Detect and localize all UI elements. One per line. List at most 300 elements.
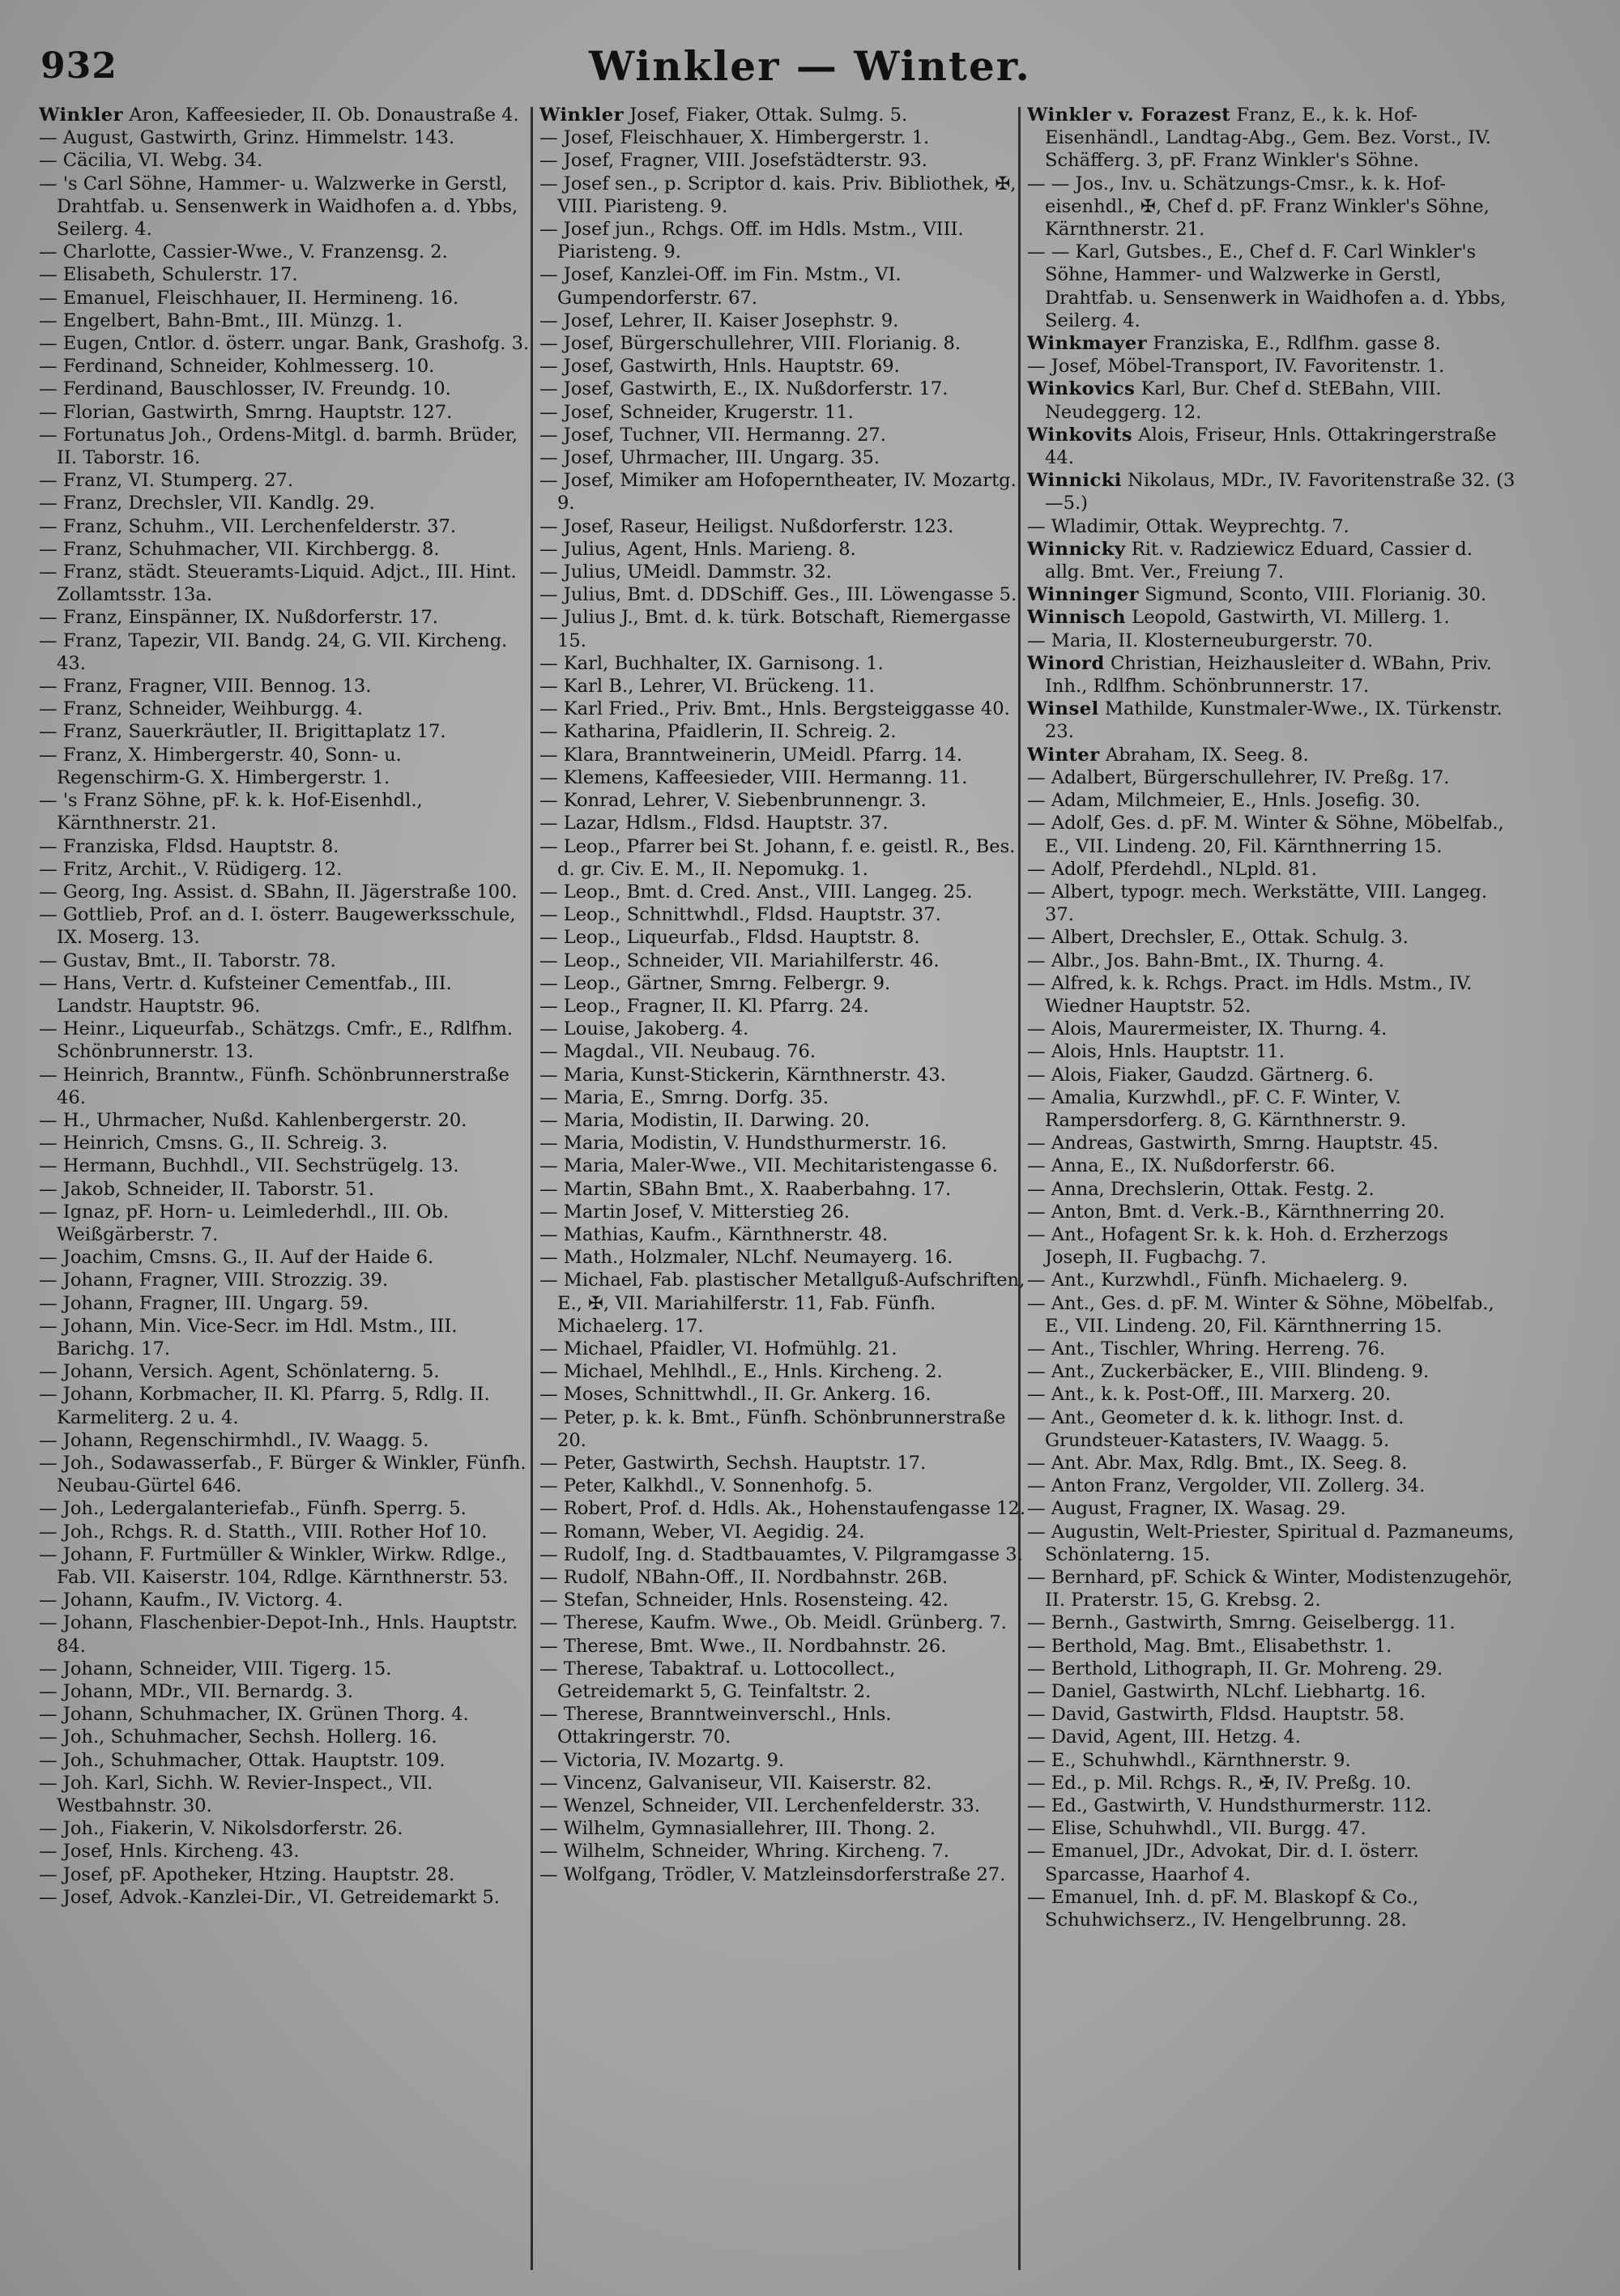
- directory-entry: [1027, 1886, 1518, 1931]
- entry-text: — Lazar, Hdlsm., Fldsd. Hauptstr. 37.: [539, 813, 889, 834]
- directory-entry: [539, 149, 1030, 172]
- entry-text: — Johann, Regenschirmhdl., IV. Waagg. 5.: [39, 1429, 429, 1451]
- directory-entry: [539, 1360, 1030, 1383]
- directory-entry: [539, 1840, 1030, 1863]
- directory-entry: [39, 1109, 530, 1132]
- entry-text: — Peter, Kalkhdl., V. Sonnenhofg. 5.: [539, 1475, 873, 1497]
- entry-text: — Julius, Agent, Hnls. Marieng. 8.: [539, 538, 856, 560]
- directory-entry: [539, 1086, 1030, 1109]
- entry-text: — August, Gastwirth, Grinz. Himmelstr. 143.: [39, 127, 455, 149]
- entry-text: — Franz, Drechsler, VII. Kandlg. 29.: [39, 493, 375, 514]
- entry-text: — Albert, typogr. mech. Werkstätte, VIII. Langeg. 37.: [1027, 881, 1488, 926]
- entry-text: — Rudolf, NBahn-Off., II. Nordbahnstr. 26B.: [539, 1567, 949, 1588]
- directory-entry: [39, 1429, 530, 1452]
- entry-text: — Josef, Gastwirth, E., IX. Nußdorferstr. 17.: [539, 378, 949, 400]
- entry-text: Karl, Bur. Chef d. StEBahn, VIII. Neudeggerg. 12.: [1045, 378, 1442, 423]
- entry-text: — Moses, Schnittwhdl., II. Gr. Ankerg. 16.: [539, 1384, 932, 1406]
- entry-text: — Franz, Sauerkräutler, II. Brigittaplatz 17.: [39, 721, 446, 743]
- entry-text: — Klemens, Kaffeesieder, VIII. Hermanng. 11.: [539, 766, 968, 788]
- entry-text: — Therese, Kaufm. Wwe., Ob. Meidl. Grünberg. 7.: [539, 1612, 1007, 1634]
- directory-entry: [539, 1566, 1030, 1589]
- entry-text: — Therese, Bmt. Wwe., II. Nordbahnstr. 26.: [539, 1635, 947, 1657]
- directory-entry: [39, 1611, 530, 1657]
- entry-text: — Josef sen., p. Scriptor d. kais. Priv. Bibliothek, ✠, VIII. Piaristeng. 9.: [539, 173, 1017, 217]
- entry-text: — Josef, Advok.-Kanzlei-Dir., VI. Getreidemarkt 5.: [39, 1886, 500, 1908]
- directory-entry: [539, 1611, 1030, 1634]
- directory-entry: [39, 1749, 530, 1772]
- entry-text: — Wenzel, Schneider, VII. Lerchenfelderstr. 33.: [539, 1795, 981, 1817]
- directory-entry: [539, 720, 1030, 743]
- directory-entry: [539, 1452, 1030, 1474]
- entry-text: — Eugen, Cntlor. d. österr. ungar. Bank, Grashofg. 3.: [39, 333, 530, 355]
- entry-text: — Franz, Schneider, Weihburgg. 4.: [39, 698, 364, 720]
- entry-surname: Winninger: [1027, 584, 1139, 606]
- entry-text: — Josef, Möbel-Transport, IV. Favoritenstr. 1.: [1027, 356, 1445, 378]
- directory-entry: [39, 1132, 530, 1154]
- entry-text: Christian, Heizhausleiter d. WBahn, Priv. Inh., Rdlfhm. Schönbrunnerstr. 17.: [1045, 652, 1492, 698]
- entry-text: — Adam, Milchmeier, E., Hnls. Josefig. 30.: [1027, 790, 1421, 812]
- entry-text: — Ferdinand, Bauschlosser, IV. Freundg. 10.: [39, 378, 451, 400]
- directory-entry: [1027, 1680, 1518, 1703]
- entry-text: — Martin, SBahn Bmt., X. Raaberbahng. 17.: [539, 1178, 952, 1200]
- entry-text: — Emanuel, Inh. d. pF. M. Blaskopf & Co., Schuhwichserz., IV. Hengelbrunng. 28.: [1027, 1886, 1419, 1931]
- entry-text: — Franz, Einspänner, IX. Nußdorferstr. 17.: [39, 607, 438, 629]
- directory-entry: [39, 744, 530, 789]
- entry-text: — Franz, Schuhmacher, VII. Kirchbergg. 8.: [39, 538, 440, 560]
- column-2: [539, 104, 1030, 2275]
- entry-text: — Anna, E., IX. Nußdorferstr. 66.: [1027, 1155, 1336, 1177]
- entry-text: — Georg, Ing. Assist. d. SBahn, II. Jägerstraße 100.: [39, 881, 518, 903]
- directory-entry: [1027, 1703, 1518, 1726]
- directory-entry: [1027, 1269, 1518, 1291]
- entry-text: — Ant., Ges. d. pF. M. Winter & Söhne, Möbelfab., E., VII. Lindeng. 20, Fil. Kärnthnerring 15.: [1027, 1292, 1494, 1337]
- entry-text: — Josef, Lehrer, II. Kaiser Josephstr. 9.: [539, 309, 899, 331]
- directory-entry: [539, 812, 1030, 834]
- directory-entry: [539, 561, 1030, 583]
- entry-text: — Franz, VI. Stumperg. 27.: [39, 470, 294, 492]
- entry-text: — Victoria, IV. Mozartg. 9.: [539, 1749, 785, 1771]
- directory-entry: [39, 675, 530, 698]
- entry-text: Rit. v. Radziewicz Eduard, Cassier d. allg. Bmt. Ver., Freiung 7.: [1045, 538, 1473, 583]
- directory-entry: [39, 1680, 530, 1703]
- directory-entry: [39, 1658, 530, 1680]
- directory-entry: [39, 1726, 530, 1748]
- entry-text: — Maria, Modistin, V. Hundsthurmerstr. 16.: [539, 1133, 947, 1154]
- entry-text: — Johann, Min. Vice-Secr. im Hdl. Mstm., III. Barichg. 17.: [39, 1315, 458, 1359]
- entry-text: — Franz, Tapezir, VII. Bandg. 24, G. VII. Kircheng. 43.: [39, 629, 508, 674]
- entry-text: — Josef jun., Rchgs. Off. im Hdls. Mstm., VIII. Piaristeng. 9.: [539, 219, 964, 263]
- entry-text: — Josef, Bürgerschullehrer, VIII. Florianig. 8.: [539, 333, 961, 355]
- directory-entry: [539, 538, 1030, 561]
- entry-text: Abraham, IX. Seeg. 8.: [1099, 744, 1309, 766]
- directory-entry: [539, 446, 1030, 469]
- directory-entry: [539, 1635, 1030, 1658]
- directory-entry: [39, 1154, 530, 1177]
- directory-entry: [39, 629, 530, 675]
- directory-entry: [1027, 1817, 1518, 1840]
- entry-text: Sigmund, Sconto, VIII. Florianig. 30.: [1139, 584, 1487, 606]
- directory-entry: [1027, 1383, 1518, 1406]
- entry-text: — Bernh., Gastwirth, Smrng. Geiselbergg. 11.: [1027, 1612, 1456, 1634]
- directory-entry: [39, 492, 530, 514]
- column-3: [1027, 104, 1518, 2275]
- entry-text: — Robert, Prof. d. Hdls. Ak., Hohenstaufengasse 12.: [539, 1498, 1026, 1520]
- directory-entry: [539, 424, 1030, 446]
- directory-entry: [539, 469, 1030, 514]
- directory-entry: [39, 1703, 530, 1726]
- directory-entry: [539, 1795, 1030, 1817]
- directory-entry: [39, 789, 530, 834]
- directory-entry: [1027, 812, 1518, 857]
- entry-text: Nikolaus, MDr., IV. Favoritenstraße 32. (3—5.): [1045, 470, 1516, 514]
- directory-entry: [39, 424, 530, 469]
- directory-entry: [1027, 698, 1518, 743]
- directory-entry: [39, 1269, 530, 1291]
- entry-text: — Josef, Schneider, Krugerstr. 11.: [539, 401, 854, 423]
- directory-entry: [39, 858, 530, 881]
- directory-entry: [39, 606, 530, 629]
- entry-text: — Ant., Zuckerbäcker, E., VIII. Blindeng. 9.: [1027, 1361, 1430, 1383]
- directory-entry: [39, 1589, 530, 1611]
- directory-entry: [539, 1589, 1030, 1611]
- directory-entry: [539, 173, 1030, 218]
- directory-entry: [539, 332, 1030, 355]
- directory-entry: [539, 698, 1030, 720]
- directory-entry: [1027, 1223, 1518, 1269]
- entry-text: — H., Uhrmacher, Nußd. Kahlenbergerstr. 20.: [39, 1109, 467, 1131]
- entry-text: Alois, Friseur, Hnls. Ottakringerstraße 44.: [1045, 424, 1497, 469]
- entry-text: — Ignaz, pF. Horn- u. Leimlederhdl., III. Ob. Weißgärberstr. 7.: [39, 1201, 450, 1245]
- directory-entry: [39, 1452, 530, 1497]
- entry-text: — Franz, Fragner, VIII. Bennog. 13.: [39, 676, 372, 698]
- directory-entry: [39, 1315, 530, 1360]
- entry-text: — Stefan, Schneider, Hnls. Rosensteing. 42.: [539, 1590, 949, 1611]
- directory-entry: [539, 995, 1030, 1018]
- entry-text: — Martin Josef, V. Mitterstieg 26.: [539, 1201, 850, 1223]
- entry-text: — Joh., Fiakerin, V. Nikolsdorferstr. 26.: [39, 1818, 403, 1840]
- directory-entry: [539, 401, 1030, 424]
- entry-text: — Leop., Gärtner, Smrng. Felbergr. 9.: [539, 972, 891, 994]
- entry-text: — Maria, II. Klosterneuburgerstr. 70.: [1027, 629, 1374, 651]
- entry-text: — Franziska, Fldsd. Hauptstr. 8.: [39, 835, 339, 857]
- directory-entry: [39, 378, 530, 400]
- directory-entry: [539, 583, 1030, 606]
- entry-text: — Josef, Hnls. Kircheng. 43.: [39, 1841, 300, 1863]
- directory-entry: [539, 972, 1030, 995]
- entry-text: — Berthold, Lithograph, II. Gr. Mohreng. 29.: [1027, 1658, 1443, 1679]
- directory-entry: [1027, 1474, 1518, 1497]
- directory-entry: [539, 1201, 1030, 1223]
- directory-entry: [539, 1543, 1030, 1566]
- directory-entry: [539, 515, 1030, 538]
- directory-entry: [1027, 858, 1518, 881]
- directory-entry: [1027, 1772, 1518, 1795]
- entry-text: — Joh., Sodawasserfab., F. Bürger & Winkler, Fünfh. Neubau-Gürtel 646.: [39, 1452, 526, 1497]
- directory-entry: [1027, 241, 1518, 332]
- entry-text: — Konrad, Lehrer, V. Siebenbrunnengr. 3.: [539, 790, 927, 812]
- entry-text: — Anna, Drechslerin, Ottak. Festg. 2.: [1027, 1178, 1375, 1200]
- directory-entry: [539, 1223, 1030, 1246]
- directory-entry: [1027, 1360, 1518, 1383]
- entry-surname: Winnisch: [1027, 607, 1126, 629]
- entry-text: — Ant., Kurzwhdl., Fünfh. Michaelerg. 9.: [1027, 1270, 1409, 1291]
- entry-text: — Josef, Fleischhauer, X. Himbergerstr. 1.: [539, 127, 930, 149]
- entry-text: — Alfred, k. k. Rchgs. Pract. im Hdls. Mstm., IV. Wiedner Hauptstr. 52.: [1027, 972, 1473, 1017]
- directory-entry: [39, 1360, 530, 1383]
- entry-text: — Albr., Jos. Bahn-Bmt., IX. Thurng. 4.: [1027, 950, 1385, 971]
- entry-text: — Alois, Hnls. Hauptstr. 11.: [1027, 1041, 1285, 1063]
- directory-entry: [1027, 744, 1518, 766]
- directory-entry: [39, 287, 530, 309]
- directory-entry: [39, 972, 530, 1018]
- directory-entry: [539, 789, 1030, 812]
- directory-entry: [1027, 1292, 1518, 1338]
- entry-text: — Bernhard, pF. Schick & Winter, Modistenzugehör, II. Praterstr. 15, G. Krebsg. 2.: [1027, 1567, 1513, 1611]
- entry-text: — Emanuel, JDr., Advokat, Dir. d. I. österr. Sparcasse, Haarhof 4.: [1027, 1841, 1420, 1885]
- entry-text: — Josef, Raseur, Heiligst. Nußdorferstr. 123.: [539, 515, 954, 537]
- entry-text: — 's Franz Söhne, pF. k. k. Hof-Eisenhdl., Kärnthnerstr. 21.: [39, 790, 423, 834]
- entry-text: — Peter, p. k. k. Bmt., Fünfh. Schönbrunnerstraße 20.: [539, 1406, 1006, 1451]
- directory-entry: [1027, 1178, 1518, 1201]
- directory-entry: [539, 1521, 1030, 1543]
- directory-entry: [539, 1749, 1030, 1772]
- directory-entry: [1027, 1795, 1518, 1817]
- directory-entry: [1027, 378, 1518, 423]
- entry-text: — Johann, Schuhmacher, IX. Grünen Thorg. 4.: [39, 1704, 469, 1726]
- entry-text: Franziska, E., Rdlfhm. gasse 8.: [1147, 333, 1441, 355]
- entry-surname: Winkovics: [1027, 378, 1136, 400]
- directory-entry: [539, 675, 1030, 698]
- entry-text: — Cäcilia, VI. Webg. 34.: [39, 150, 263, 172]
- directory-entry: [1027, 629, 1518, 652]
- directory-entry: [539, 1154, 1030, 1177]
- directory-entry: [1027, 606, 1518, 629]
- directory-entry: [539, 1269, 1030, 1338]
- entry-text: — Florian, Gastwirth, Smrng. Hauptstr. 127.: [39, 401, 453, 423]
- directory-entry: [39, 720, 530, 743]
- entry-text: — Emanuel, Fleischhauer, II. Hermineng. 16.: [39, 287, 459, 309]
- directory-entry: [539, 926, 1030, 949]
- entry-surname: Winkmayer: [1027, 333, 1148, 355]
- entry-text: — Joh., Rchgs. R. d. Statth., VIII. Rother Hof 10.: [39, 1521, 488, 1543]
- directory-entry: [39, 241, 530, 263]
- entry-text: Josef, Fiaker, Ottak. Sulmg. 5.: [624, 105, 908, 126]
- directory-entry: [539, 378, 1030, 400]
- directory-entry: [539, 1246, 1030, 1269]
- directory-entry: [1027, 1064, 1518, 1086]
- directory-entry: [39, 1521, 530, 1543]
- entry-text: — Adolf, Pferdehdl., NLpld. 81.: [1027, 858, 1317, 880]
- entry-text: — Maria, Kunst-Stickerin, Kärnthnerstr. 43.: [539, 1064, 946, 1086]
- directory-entry: [539, 1109, 1030, 1132]
- entry-text: — Johann, Fragner, III. Ungarg. 59.: [39, 1292, 369, 1314]
- page-number: 932: [40, 45, 117, 87]
- directory-entry: [1027, 1040, 1518, 1063]
- directory-entry: [539, 1497, 1030, 1520]
- entry-text: — Adalbert, Bürgerschullehrer, IV. Preßg. 17.: [1027, 766, 1450, 788]
- entry-text: — Ed., Gastwirth, V. Hundsthurmerstr. 112.: [1027, 1795, 1432, 1817]
- entry-text: — — Karl, Gutsbes., E., Chef d. F. Carl Winkler's Söhne, Hammer- und Walzwerke in Gerstl, Drahtfab. u. Sensenwerk in Waidhofen a. d. Ybbs, Seilerg. 4.: [1027, 241, 1507, 331]
- directory-entry: [1027, 104, 1518, 173]
- directory-entry: [539, 950, 1030, 972]
- entry-text: — Andreas, Gastwirth, Smrng. Hauptstr. 45.: [1027, 1133, 1439, 1154]
- entry-text: — Wilhelm, Gymnasiallehrer, III. Thong. 2.: [539, 1818, 936, 1840]
- entry-text: — Joh., Schuhmacher, Sechsh. Hollerg. 16.: [39, 1726, 437, 1748]
- directory-entry: [539, 126, 1030, 149]
- directory-entry: [39, 104, 530, 126]
- entry-text: — Joh., Ledergalanteriefab., Fünfh. Sperrg. 5.: [39, 1498, 467, 1520]
- entry-text: — Therese, Branntweinverschl., Hnls. Ottakringerstr. 70.: [539, 1704, 892, 1748]
- directory-entry: [539, 1658, 1030, 1703]
- directory-entry: [539, 104, 1030, 126]
- entry-surname: Winsel: [1027, 698, 1099, 720]
- directory-entry: [39, 149, 530, 172]
- entry-text: — Julius, UMeidl. Dammstr. 32.: [539, 561, 832, 583]
- entry-text: — Maria, Maler-Wwe., VII. Mechitaristengasse 6.: [539, 1155, 998, 1177]
- directory-entry: [1027, 972, 1518, 1018]
- entry-text: — Berthold, Mag. Bmt., Elisabethstr. 1.: [1027, 1635, 1392, 1657]
- directory-entry: [39, 1772, 530, 1817]
- entry-text: — Julius J., Bmt. d. k. türk. Botschaft, Riemergasse 15.: [539, 607, 1011, 651]
- directory-entry: [1027, 1154, 1518, 1177]
- entry-text: — Michael, Fab. plastischer Metallguß-Aufschriften, E., ✠, VII. Mariahilferstr. 11, Fab. Fünfh. Michaelerg. 17.: [539, 1270, 1025, 1337]
- directory-entry: [39, 1863, 530, 1886]
- entry-text: — Leop., Schnittwhdl., Fldsd. Hauptstr. 37.: [539, 904, 941, 926]
- entry-text: — Jakob, Schneider, II. Taborstr. 51.: [39, 1178, 374, 1200]
- entry-text: — Elisabeth, Schulerstr. 17.: [39, 264, 298, 286]
- directory-entry: [539, 1338, 1030, 1360]
- entry-text: — Josef, Kanzlei-Off. im Fin. Mstm., VI. Gumpendorferstr. 67.: [539, 264, 902, 309]
- entry-text: — Engelbert, Bahn-Bmt., III. Münzg. 1.: [39, 309, 403, 331]
- entry-text: — Josef, Fragner, VIII. Josefstädterstr. 93.: [539, 150, 927, 172]
- directory-entry: [1027, 173, 1518, 241]
- directory-entry: [1027, 538, 1518, 583]
- entry-text: — Romann, Weber, VI. Aegidig. 24.: [539, 1521, 865, 1543]
- entry-text: — David, Gastwirth, Fldsd. Hauptstr. 58.: [1027, 1704, 1405, 1726]
- entry-text: Mathilde, Kunstmaler-Wwe., IX. Türkenstr. 23.: [1045, 698, 1503, 743]
- entry-text: — Franz, X. Himbergerstr. 40, Sonn- u. Regenschirm-G. X. Himbergerstr. 1.: [39, 744, 402, 788]
- entry-text: — Josef, Uhrmacher, III. Ungarg. 35.: [539, 447, 880, 469]
- entry-text: — Joh., Schuhmacher, Ottak. Hauptstr. 109.: [39, 1749, 446, 1771]
- directory-entry: [39, 1383, 530, 1428]
- entry-text: Leopold, Gastwirth, VI. Millerg. 1.: [1125, 607, 1450, 629]
- entry-text: Aron, Kaffeesieder, II. Ob. Donaustraße 4.: [123, 105, 519, 126]
- entry-text: — Johann, Schneider, VIII. Tigerg. 15.: [39, 1658, 392, 1679]
- entry-text: — Fritz, Archit., V. Rüdigerg. 12.: [39, 858, 343, 880]
- directory-entry: [1027, 766, 1518, 789]
- entry-surname: Winkovits: [1027, 424, 1133, 446]
- entry-text: — Wilhelm, Schneider, Whring. Kircheng. 7.: [539, 1841, 949, 1863]
- entry-text: — Johann, MDr., VII. Bernardg. 3.: [39, 1681, 354, 1703]
- directory-entry: [39, 835, 530, 858]
- directory-entry: [539, 1474, 1030, 1497]
- directory-entry: [539, 1406, 1030, 1452]
- entry-text: — Leop., Bmt. d. Cred. Anst., VIII. Langeg. 25.: [539, 881, 973, 903]
- directory-entry: [539, 1817, 1030, 1840]
- directory-entry: [539, 1383, 1030, 1406]
- entry-text: — Vincenz, Galvaniseur, VII. Kaiserstr. 82.: [539, 1772, 932, 1794]
- directory-entry: [39, 1292, 530, 1315]
- entry-text: — 's Carl Söhne, Hammer- u. Walzwerke in Gerstl, Drahtfab. u. Sensenwerk in Waidhofen a. d. Ybbs, Seilerg. 4.: [39, 173, 518, 241]
- directory-entry: [1027, 1497, 1518, 1520]
- entry-text: — Alois, Maurermeister, IX. Thurng. 4.: [1027, 1018, 1388, 1040]
- directory-entry: [39, 950, 530, 972]
- entry-text: — Ferdinand, Schneider, Kohlmesserg. 10.: [39, 356, 435, 378]
- directory-entry: [539, 766, 1030, 789]
- entry-text: — David, Agent, III. Hetzg. 4.: [1027, 1726, 1301, 1748]
- entry-text: — Karl B., Lehrer, VI. Brückeng. 11.: [539, 676, 875, 698]
- directory-entry: [539, 1772, 1030, 1795]
- entry-text: — August, Fragner, IX. Wasag. 29.: [1027, 1498, 1346, 1520]
- entry-text: — Johann, Kaufm., IV. Victorg. 4.: [39, 1590, 343, 1611]
- directory-entry: [1027, 1452, 1518, 1474]
- entry-surname: Winkler: [39, 105, 124, 126]
- directory-entry: [1027, 1658, 1518, 1680]
- entry-text: — Heinrich, Cmsns. G., II. Schreig. 3.: [39, 1133, 388, 1154]
- entry-text: — Alois, Fiaker, Gaudzd. Gärtnerg. 6.: [1027, 1064, 1374, 1086]
- directory-entry: [1027, 950, 1518, 972]
- directory-entry: [539, 263, 1030, 309]
- directory-entry: [539, 652, 1030, 675]
- entry-text: — Therese, Tabaktraf. u. Lottocollect., Getreidemarkt 5, G. Teinfaltstr. 2.: [539, 1658, 896, 1703]
- directory-entry: [1027, 926, 1518, 949]
- entry-text: — Johann, F. Furtmüller & Winkler, Wirkw. Rdlge., Fab. VII. Kaiserstr. 104, Rdlge. Kärnthnerstr. 53.: [39, 1543, 509, 1588]
- directory-entry: [1027, 1406, 1518, 1452]
- directory-entry: [539, 1018, 1030, 1040]
- entry-text: — Fortunatus Joh., Ordens-Mitgl. d. barmh. Brüder, II. Taborstr. 16.: [39, 424, 518, 469]
- entry-text: — Albert, Drechsler, E., Ottak. Schulg. 3.: [1027, 927, 1409, 949]
- directory-entry: [39, 1497, 530, 1520]
- directory-entry: [1027, 424, 1518, 469]
- column-1: [39, 104, 530, 2275]
- directory-entry: [39, 561, 530, 606]
- entry-text: — Wladimir, Ottak. Weyprechtg. 7.: [1027, 515, 1349, 537]
- directory-entry: [1027, 1611, 1518, 1634]
- directory-entry: [539, 355, 1030, 378]
- entry-surname: Winkler: [539, 105, 625, 126]
- directory-entry: [539, 309, 1030, 332]
- directory-entry: [1027, 881, 1518, 926]
- entry-text: — Anton Franz, Vergolder, VII. Zollerg. 34.: [1027, 1475, 1426, 1497]
- entry-text: — Hermann, Buchhdl., VII. Sechstrügelg. 13.: [39, 1155, 459, 1177]
- directory-entry: [39, 881, 530, 903]
- directory-entry: [539, 606, 1030, 651]
- directory-entry: [39, 698, 530, 720]
- entry-text: — Heinrich, Branntw., Fünfh. Schönbrunnerstraße 46.: [39, 1064, 509, 1108]
- entry-text: — Peter, Gastwirth, Sechsh. Hauptstr. 17.: [539, 1452, 927, 1474]
- entry-text: — Wolfgang, Trödler, V. Matzleinsdorferstraße 27.: [539, 1863, 1006, 1885]
- directory-entry: [1027, 1840, 1518, 1885]
- entry-surname: Winter: [1027, 744, 1100, 766]
- directory-entry: [1027, 1635, 1518, 1658]
- entry-text: — Math., Holzmaler, NLchf. Neumayerg. 16.: [539, 1247, 953, 1269]
- directory-entry: [39, 1201, 530, 1246]
- entry-text: — Louise, Jakoberg. 4.: [539, 1018, 749, 1040]
- directory-entry: [1027, 515, 1518, 538]
- entry-text: — Augustin, Welt-Priester, Spiritual d. Pazmaneums, Schönlaterng. 15.: [1027, 1521, 1515, 1565]
- directory-entry: [1027, 1201, 1518, 1223]
- entry-text: — Ed., p. Mil. Rchgs. R., ✠, IV. Preßg. 10.: [1027, 1772, 1412, 1794]
- entry-text: — Ant., Hofagent Sr. k. k. Hoh. d. Erzherzogs Joseph, II. Fugbachg. 7.: [1027, 1223, 1448, 1269]
- entry-text: — Gottlieb, Prof. an d. I. österr. Baugewerksschule, IX. Moserg. 13.: [39, 904, 516, 949]
- entry-text: Franz, E., k. k. Hof-Eisenhändl., Landtag-Abg., Gem. Bez. Vorst., IV. Schäfferg. 3, pF. Franz Winkler's Söhne.: [1045, 105, 1491, 172]
- entry-text: — Hans, Vertr. d. Kufsteiner Cementfab., III. Landstr. Hauptstr. 96.: [39, 972, 452, 1017]
- entry-text: — Ant., Geometer d. k. k. lithogr. Inst. d. Grundsteuer-Katasters, IV. Waagg. 5.: [1027, 1406, 1405, 1451]
- directory-entry: [539, 903, 1030, 926]
- entry-text: — Josef, Gastwirth, Hnls. Hauptstr. 69.: [539, 356, 900, 378]
- directory-entry: [1027, 789, 1518, 812]
- directory-entry: [1027, 1086, 1518, 1132]
